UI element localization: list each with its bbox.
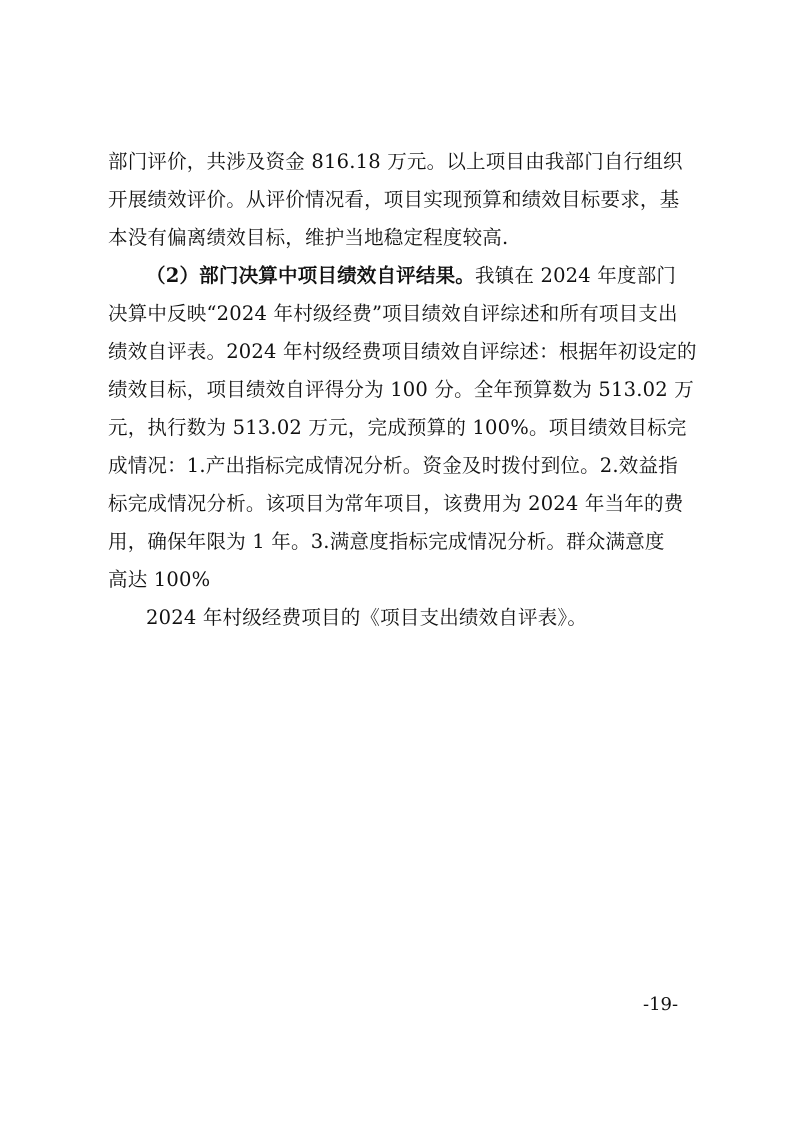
paragraph-2-line-1-text: 我镇在 2024 年度部门: [474, 264, 677, 287]
paragraph-2-line-6: 成情况：1.产出指标完成情况分析。资金及时拨付到位。2.效益指: [108, 454, 678, 477]
paragraph-2-line-5: 元，执行数为 513.02 万元，完成预算的 100%。项目绩效目标完: [108, 416, 687, 439]
paragraph-2-line-2: 决算中反映“2024 年村级经费”项目绩效自评综述和所有项目支出: [108, 302, 678, 325]
paragraph-2-line-7: 标完成情况分析。该项目为常年项目，该费用为 2024 年当年的费: [108, 492, 684, 515]
paragraph-1-line-1: 部门评价，共涉及资金 816.18 万元。以上项目由我部门自行组织: [108, 150, 683, 173]
paragraph-3-line-1: 2024 年村级经费项目的《项目支出绩效自评表》。: [146, 606, 588, 629]
paragraph-2-line-4: 绩效目标，项目绩效自评得分为 100 分。全年预算数为 513.02 万: [108, 378, 694, 401]
section-heading: （2）部门决算中项目绩效自评结果。: [146, 264, 475, 287]
paragraph-1-line-3: 本没有偏离绩效目标，维护当地稳定程度较高.: [108, 226, 509, 249]
page-number: -19-: [643, 994, 679, 1015]
paragraph-2-line-8: 用，确保年限为 1 年。3.满意度指标完成情况分析。群众满意度: [108, 530, 665, 553]
paragraph-2-line-9: 高达 100%: [108, 568, 211, 591]
paragraph-2-line-1: [146, 263, 676, 289]
paragraph-2-line-3: 绩效自评表。2024 年村级经费项目绩效自评综述：根据年初设定的: [108, 340, 697, 363]
paragraph-1-line-2: 开展绩效评价。从评价情况看，项目实现预算和绩效目标要求，基: [108, 188, 680, 211]
